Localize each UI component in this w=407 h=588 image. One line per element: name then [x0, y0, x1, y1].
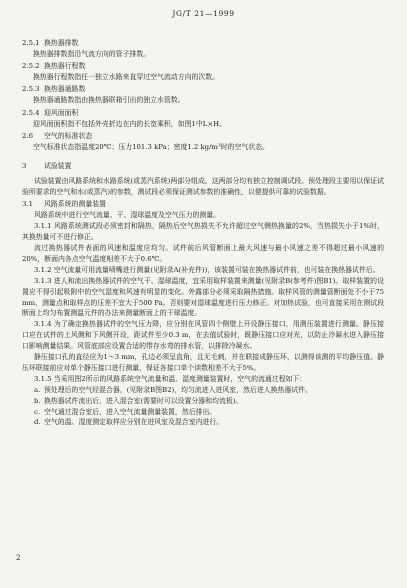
- list-marker: c.: [34, 407, 41, 416]
- clause-3-1-3: [22, 276, 384, 320]
- list-text: 空气的温、湿度测定取样应分别在进风室及混合室内进行。: [44, 418, 224, 427]
- paragraph: 流过换热器试件表面的风速和温度应均匀。试件前后风管断面上最大风速与最小风速之差不得超过最小风速的20%，断面内各点空气温度相差不大于0.6℃。: [22, 243, 384, 263]
- section-2-5-1: [22, 38, 384, 60]
- list-text: 空气通过混合室后，进入空气流量测量装置，然后排出。: [44, 407, 217, 416]
- list-text: 预处理后的空气经混合器，(见附录B图B2)，均匀流进入进风室，然后进人换热器试件。: [44, 385, 312, 394]
- section-number: 3: [22, 162, 27, 171]
- clause-3-1-1: [22, 221, 384, 243]
- section-2-5-3: [22, 84, 384, 106]
- clause-3-1-5: [22, 374, 384, 385]
- clause-number: 3.1.5: [34, 374, 52, 383]
- section-3-heading: [22, 161, 384, 172]
- section-number: 2.5.4: [22, 108, 40, 117]
- section-body: 换热器通路数指由换热器联箱引出的独立水管数。: [33, 96, 185, 105]
- section-2-6: [22, 131, 384, 153]
- list-text: 换热器试件流出后，进入混合室(需要时可以设置分器和均流板)。: [44, 396, 243, 405]
- list-item: [34, 385, 384, 396]
- clause-number: 3.1.3: [34, 276, 52, 285]
- clause-3-1-2: [22, 265, 384, 276]
- list-item: [34, 417, 384, 428]
- document-body: [22, 36, 384, 428]
- section-body: 换热器行程数指任一独立水路来直穿过空气流动方向的次数。: [33, 72, 220, 81]
- section-title: 空气的标准状态: [44, 132, 93, 141]
- clause-text: 空气流量可用流量喷嘴进行测量(见附录A(补充件))，该装置可装在换热器试件前，也可装在换热器试件后。: [53, 265, 380, 274]
- section-number: 2.5.2: [22, 62, 40, 70]
- section-body: 空气标准状态指温度20℃；压力101.3 kPa；密度1.2 kg/m³时的空气状态。: [33, 143, 269, 152]
- section-number: 3.1: [22, 200, 33, 209]
- section-3-1-heading: [22, 199, 384, 210]
- section-title: 试验装置: [44, 162, 72, 171]
- section-title: 风路系统的测量装置: [44, 200, 107, 209]
- procedure-list: [22, 385, 384, 429]
- section-title: 换热器行程数: [44, 62, 86, 70]
- section-2-5-4: [22, 108, 384, 130]
- list-item: [34, 396, 384, 407]
- list-marker: a.: [34, 385, 41, 394]
- clause-number: 3.1.4: [34, 320, 52, 329]
- clause-text: 风路系统测试段必须密封和隔热，隔热后空气热损失不允许超过空气侧热换量的2%，当热损失小于1%时，其换热量可不进行修正。: [22, 222, 384, 242]
- list-marker: b.: [34, 396, 41, 405]
- clause-number: 3.1.1: [34, 222, 52, 231]
- page-header: JG/T 21—1999: [172, 9, 235, 18]
- section-number: 2.5.3: [22, 85, 40, 94]
- section-2-5-2: [22, 61, 384, 83]
- section-body: 迎风面面积指不包括外壳折边在内的长宽乘积，如图1中L×H。: [33, 119, 227, 128]
- clause-text: 为了确定换热器试件的空气压力降，应分别在风管四个侧壁上开设静压接口，用测压装置进行测量。静压接口应在试件的上风侧和下风侧开设，距试件至少0.3 m，在去值试验时，既静压接口应对光，以防止冷凝水进入静压接口影响测量结果。风管底部应设置合适的带存水弯的排水管，以排除冷凝水。: [22, 320, 384, 351]
- list-item: [34, 407, 384, 418]
- section-title: 迎风面面积: [44, 108, 79, 117]
- list-marker: d.: [34, 418, 41, 427]
- clause-text: 进人和流出换热器试件的空气干、湿球温度，宜采用取样装置来测量(见附录B(参考件)图B1)。取样装置的设置应不得引起吸附中的空气湿度和风速有明显的变化。外露部分必须采取隔热措施。取样风管的测量管断面处不小于75 mm，测量点和取样点的压差不宜大于500 Pa。否则要对湿球温度进行压力修正。对加热试验，也可直接采用在测试段断面上均匀布置测温元件的办法来测量断面上的干球温度。: [22, 276, 384, 318]
- section-title: 换热器排数: [44, 38, 79, 47]
- section-number: 2.5.1: [22, 38, 40, 47]
- paragraph: 静压接口孔的直径应为1～3 mm，孔边必须呈直角，且无毛刺，并在联接成静压环，以测得该测的平均静压值。静压环联接前应对单个静压接口进行测量，保证各接口单个读数相差不大于5%。: [22, 353, 384, 372]
- clause-3-1-4: [22, 319, 384, 352]
- paragraph: 风路系统中进行空气流量、干、湿球温度及空气压力的测量。: [34, 211, 221, 220]
- section-body: 换热器排数指沿气流方向的管子排数。: [33, 49, 151, 58]
- section-number: 2.6: [22, 132, 33, 141]
- page-number: 2: [16, 554, 21, 562]
- paragraph: 试验装置由风路系统和水路系统(或蒸汽系统)两部分组成。这两部分均有独立控制调试段。预处理段主要用以保证试验所要求的空气和水(或蒸汽)的参数，测试段必须保证测试参数的准确性，以便提供可靠的试验数据。: [22, 176, 384, 196]
- section-title: 换热器通路数: [44, 85, 86, 94]
- clause-text: 当采用图2所示的风路系统空气流量和温、湿度测量装置时，空气的流通过程如下：: [53, 374, 307, 383]
- clause-number: 3.1.2: [34, 265, 52, 274]
